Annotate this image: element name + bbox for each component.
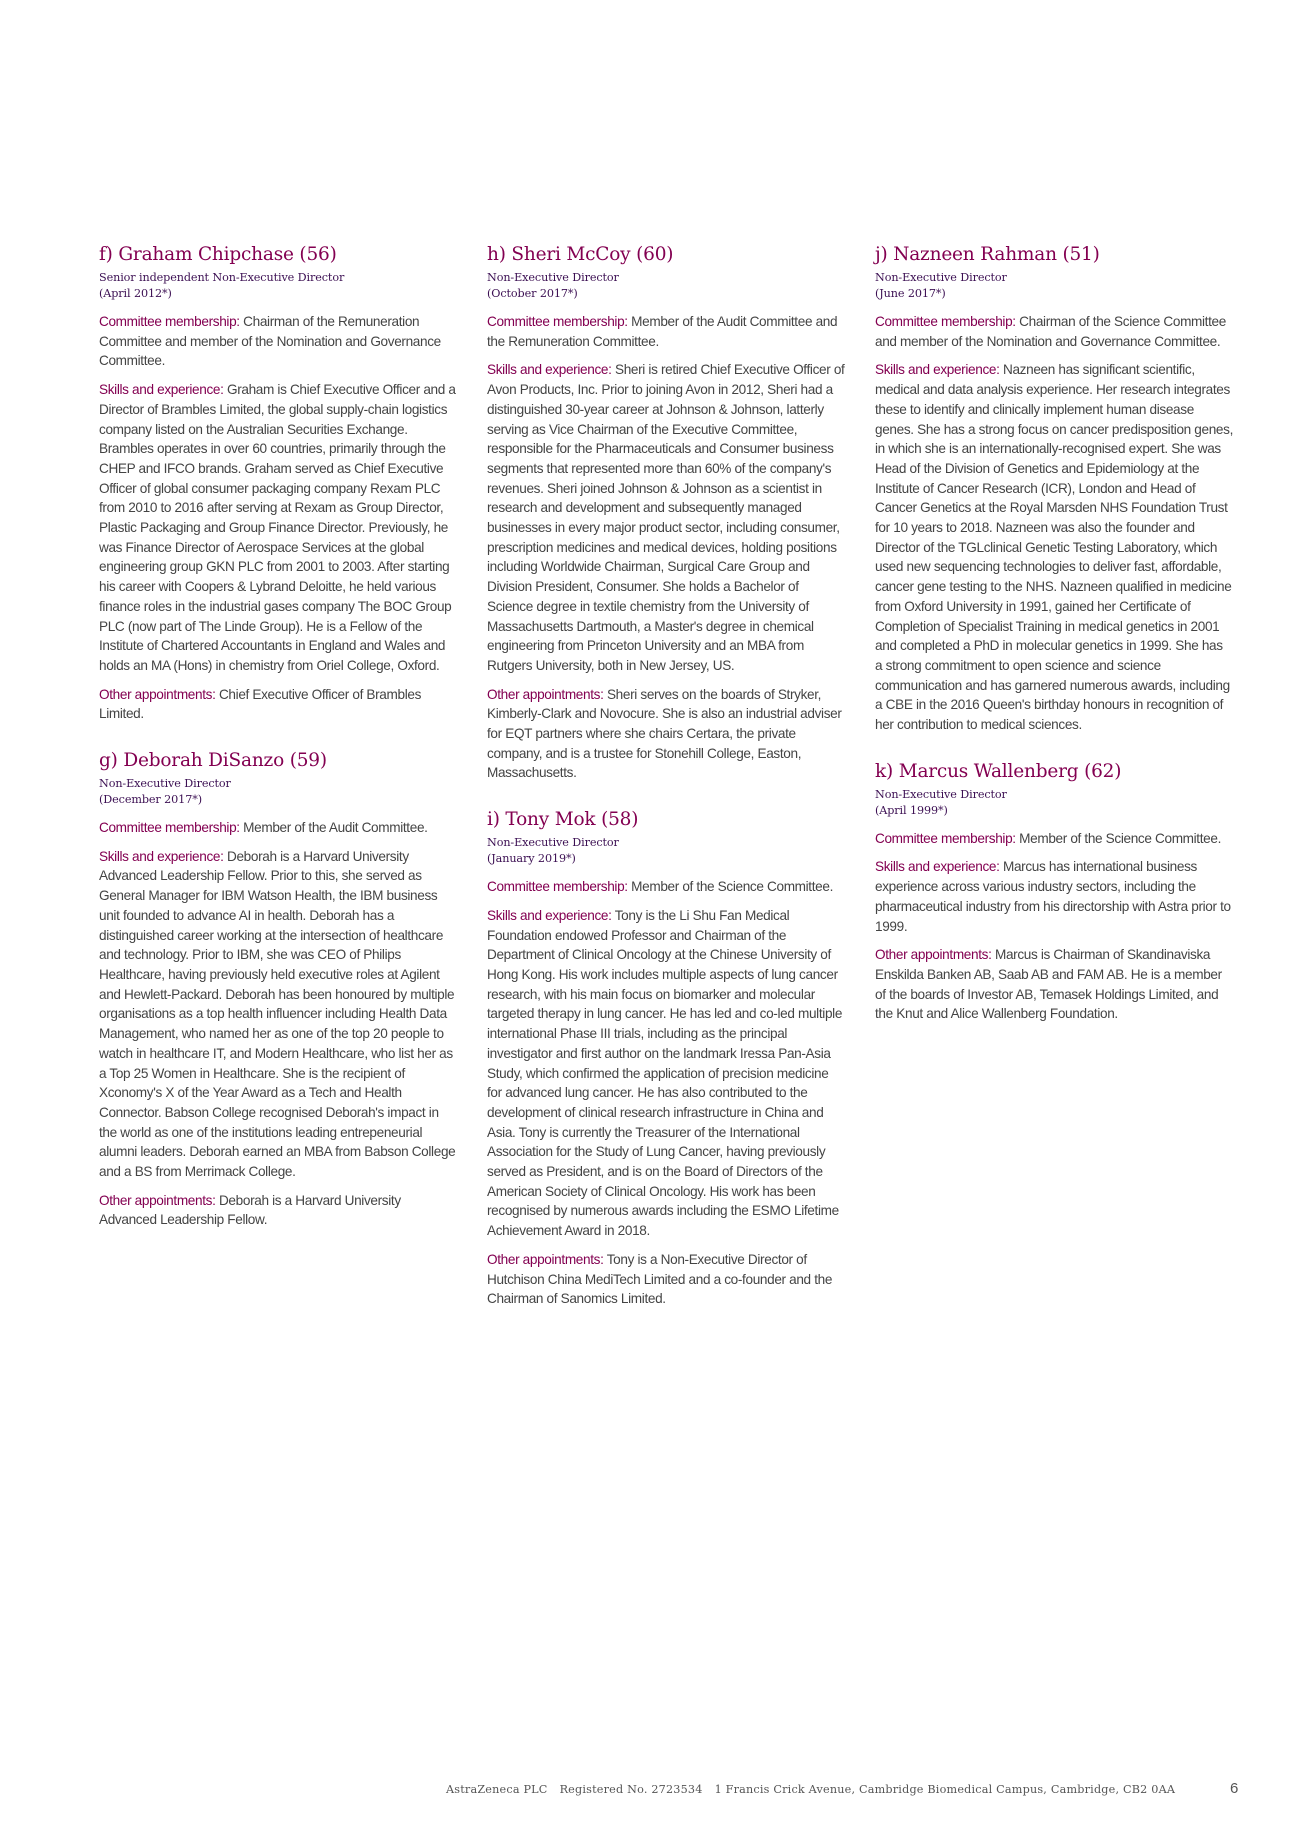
bio-role: Non-Executive Director — [875, 787, 1007, 801]
other-appointments — [487, 685, 845, 784]
bio-name: j) Nazneen Rahman (51) — [875, 244, 1100, 265]
committee-label: Committee membership: — [487, 314, 628, 329]
skills-experience — [875, 360, 1233, 734]
committee-membership — [487, 877, 845, 897]
skills-label: Skills and experience: — [875, 859, 1000, 875]
skills-text: Graham is Chief Executive Officer and a Director of Brambles Limited, the global supply-chain logistics company listed on the Australian Securities Exchange. Brambles operates in over 60 countries, primarily through the CHEP and IFCO brands. Graham served as Chief Executive Officer of global consumer packaging company Rexam PLC from 2010 to 2016 after serving at Rexam as Group Director, Plastic Packaging and Group Finance Director. Previously, he was Finance Director of Aerospace Services at the global engineering group GKN PLC from 2001 to 2003. After starting his career with Coopers & Lybrand Deloitte, he held various finance roles in the industrial gases company The BOC Group PLC (now part of The Linde Group). He is a Fellow of the Institute of Chartered Accountants in England and Wales and holds an MA (Hons) in chemistry from Oriel College, Oxford. — [99, 382, 456, 673]
other-text: Marcus is Chairman of Skandinaviska Enskilda Banken AB, Saab AB and FAM AB. He is a member of the boards of Investor AB, Temasek Holdings Limited, and the Knut and Alice Wallenberg Foundation. — [875, 947, 1222, 1022]
committee-membership — [99, 818, 457, 838]
bio-tony-mok — [487, 809, 845, 1309]
bio-appointment-date: (December 2017*) — [99, 793, 202, 807]
committee-label: Committee membership: — [99, 314, 240, 329]
other-appointments — [99, 1191, 457, 1230]
committee-membership — [875, 312, 1233, 351]
bio-name: g) Deborah DiSanzo (59) — [99, 750, 327, 772]
bio-sheri-mccoy — [487, 244, 845, 783]
bio-role: Non-Executive Director — [875, 271, 1007, 284]
committee-membership — [487, 312, 845, 351]
other-appointments — [487, 1250, 845, 1309]
skills-experience — [99, 847, 457, 1182]
committee-label: Committee membership: — [99, 820, 240, 836]
bio-role: Non-Executive Director — [487, 836, 619, 850]
bio-name: i) Tony Mok (58) — [487, 809, 639, 831]
committee-text: Member of the Science Committee. — [1019, 830, 1222, 846]
bio-appointment-date: (October 2017*) — [487, 287, 578, 300]
committee-text: Member of the Audit Committee. — [243, 820, 428, 836]
other-text: Tony is a Non-Executive Director of Hutchison China MediTech Limited and a co-founder and the Chairman of Sanomics Limited. — [487, 1251, 833, 1307]
bio-name: k) Marcus Wallenberg (62) — [875, 760, 1122, 782]
skills-text: Tony is the Li Shu Fan Medical Foundation endowed Professor and Chairman of the Department of Clinical Oncology at the Chinese University of Hong Kong. His work includes multiple aspects of lung cancer research, with his main focus on biomarker and molecular targeted therapy in lung cancer. He has led and co-led multiple international Phase III trials, including as the principal investigator and first author on the landmark Iressa Pan-Asia Study, which confirmed the application of precision medicine for advanced lung cancer. He has also contributed to the development of clinical research infrastructure in China and Asia. Tony is currently the Treasurer of the International Association for the Study of Lung Cancer, having previously served as President, and is on the Board of Directors of the American Society of Clinical Oncology. His work has been recognised by numerous awards including the ESMO Lifetime Achievement Award in 2018. — [487, 907, 843, 1239]
other-text: Deborah is a Harvard University Advanced Leadership Fellow. — [99, 1192, 401, 1228]
bio-name: f) Graham Chipchase (56) — [99, 244, 337, 265]
bio-deborah-disanzo — [99, 750, 457, 1230]
skills-experience — [99, 380, 457, 676]
other-appointments — [875, 945, 1233, 1024]
committee-label: Committee membership: — [875, 314, 1016, 329]
skills-label: Skills and experience: — [875, 362, 1000, 378]
skills-label: Skills and experience: — [487, 907, 612, 923]
skills-text: Sheri is retired Chief Executive Officer of Avon Products, Inc. Prior to joining Avon in 2012, Sheri had a distinguished 30-year career at Johnson & Johnson, latterly serving as Vice Chairman of the Executive Committee, responsible for the Pharmaceuticals and Consumer business segments that represented more than 60% of the company's revenues. Sheri joined Johnson & Johnson as a scientist in research and development and subsequently managed businesses in every major product sector, including consumer, prescription medicines and medical devices, holding positions including Worldwide Chairman, Surgical Care Group and Division President, Consumer. She holds a Bachelor of Science degree in textile chemistry from the University of Massachusetts Dartmouth, a Master's degree in chemical engineering from Princeton University and an MBA from Rutgers University, both in New Jersey, US. — [487, 362, 845, 673]
other-text: Chief Executive Officer of Brambles Limited. — [99, 686, 422, 722]
bio-role: Non-Executive Director — [487, 271, 619, 284]
skills-experience — [487, 906, 845, 1241]
bio-appointment-date: (January 2019*) — [487, 852, 576, 866]
committee-text: Member of the Audit Committee and the Remuneration Committee. — [487, 314, 838, 349]
bio-graham-chipchase — [99, 244, 457, 724]
bio-role: Non-Executive Director — [99, 777, 231, 791]
footer-company: AstraZeneca PLC — [446, 1783, 548, 1796]
column-1 — [99, 244, 457, 1256]
committee-label: Committee membership: — [487, 879, 628, 895]
footer-registered: Registered No. 2723534 — [559, 1783, 703, 1796]
skills-label: Skills and experience: — [99, 382, 224, 398]
column-2 — [487, 244, 845, 1335]
bio-role: Senior independent Non-Executive Director — [99, 271, 345, 284]
committee-membership — [875, 829, 1233, 849]
other-label: Other appointments: — [99, 686, 216, 702]
page-number: 6 — [1230, 1780, 1239, 1797]
other-label: Other appointments: — [487, 686, 604, 702]
skills-text: Marcus has international business experience across various industry sectors, including the pharmaceutical industry from his directorship with Astra prior to 1999. — [875, 859, 1231, 934]
page-footer — [446, 1783, 1246, 1796]
skills-label: Skills and experience: — [487, 362, 612, 378]
other-label: Other appointments: — [99, 1192, 216, 1208]
bio-name: h) Sheri McCoy (60) — [487, 244, 674, 265]
other-text: Sheri serves on the boards of Stryker, Kimberly-Clark and Novocure. She is also an industrial adviser for EQT partners where she chairs Certara, the private company, and is a trustee for Stonehill College, Easton, Massachusetts. — [487, 686, 842, 781]
skills-text: Deborah is a Harvard University Advanced Leadership Fellow. Prior to this, she served as General Manager for IBM Watson Health, the IBM business unit founded to advance AI in health. Deborah has a distinguished career working at the intersection of healthcare and technology. Prior to IBM, she was CEO of Philips Healthcare, having previously held executive roles at Agilent and Hewlett-Packard. Deborah has been honoured by multiple organisations as a top health influencer including Health Data Management, who named her as one of the top 20 people to watch in healthcare IT, and Modern Healthcare, who list her as a Top 25 Women in Healthcare. She is the recipient of Xconomy's X of the Year Award as a Tech and Health Connector. Babson College recognised Deborah's impact in the world as one of the institutions leading entrepeneurial alumni leaders. Deborah earned an MBA from Babson College and a BS from Merrimack College. — [99, 848, 456, 1180]
bio-appointment-date: (June 2017*) — [875, 287, 946, 300]
skills-text: Nazneen has significant scientific, medical and data analysis experience. Her research integrates these to identify and clinically implement human disease genes. She has a strong focus on cancer predisposition genes, in which she is an internationally-recognised expert. She was Head of the Division of Genetics and Epidemiology at the Institute of Cancer Research (ICR), London and Head of Cancer Genetics at the Royal Marsden NHS Foundation Trust for 10 years to 2018. Nazneen was also the founder and Director of the TGLclinical Genetic Testing Laboratory, which used new sequencing technologies to deliver fast, affordable, cancer gene testing to the NHS. Nazneen qualified in medicine from Oxford University in 1991, gained her Certificate of Completion of Specialist Training in medical genetics in 2001 and completed a PhD in molecular genetics in 1999. She has a strong commitment to open science and science communication and has garnered numerous awards, including a CBE in the 2016 Queen's birthday honours in recognition of her contribution to medical sciences. — [875, 362, 1234, 733]
skills-experience — [487, 360, 845, 675]
other-label: Other appointments: — [487, 1251, 604, 1267]
committee-text: Chairman of the Science Committee and member of the Nomination and Governance Committee. — [875, 314, 1226, 349]
committee-text: Member of the Science Committee. — [631, 879, 834, 895]
bio-nazneen-rahman — [875, 244, 1233, 735]
committee-label: Committee membership: — [875, 830, 1016, 846]
bio-appointment-date: (April 1999*) — [875, 803, 948, 817]
other-label: Other appointments: — [875, 947, 992, 963]
bio-marcus-wallenberg — [875, 761, 1233, 1024]
footer-address: 1 Francis Crick Avenue, Cambridge Biomedical Campus, Cambridge, CB2 0AA — [714, 1783, 1176, 1796]
skills-experience — [875, 857, 1233, 936]
committee-text: Chairman of the Remuneration Committee and member of the Nomination and Governance Committee. — [99, 314, 441, 369]
skills-label: Skills and experience: — [99, 848, 224, 864]
committee-membership — [99, 312, 457, 371]
bio-appointment-date: (April 2012*) — [99, 287, 172, 300]
other-appointments — [99, 685, 457, 724]
column-3 — [875, 244, 1233, 1050]
